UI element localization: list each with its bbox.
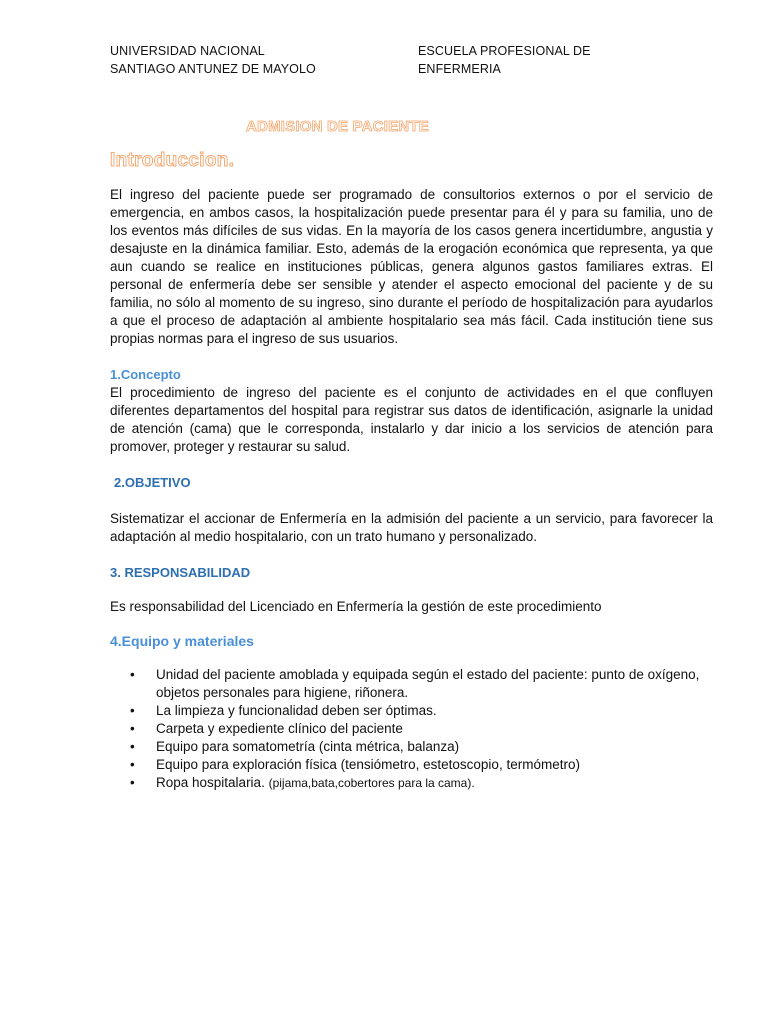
list-item-detail: (pijama,bata,cobertores para la cama). <box>268 776 475 790</box>
list-item-text: Unidad del paciente amoblada y equipada según el estado del paciente: punto de oxígeno, objetos personales para higiene, riñonera. <box>156 667 700 700</box>
bullet-icon: • <box>130 757 135 772</box>
school-name: ESCUELA PROFESIONAL DE ENFERMERIA <box>418 44 591 76</box>
list-item-text: Equipo para exploración física (tensiómetro, estetoscopio, termómetro) <box>156 757 580 772</box>
list-item <box>110 756 713 774</box>
equipment-list <box>110 666 713 792</box>
responsabilidad-heading: 3. RESPONSABILIDAD <box>110 565 251 580</box>
university-name-line2: SANTIAGO ANTUNEZ DE MAYOLO <box>110 62 316 76</box>
bullet-icon: • <box>130 703 135 718</box>
list-item <box>110 702 713 720</box>
list-item-text: La limpieza y funcionalidad deben ser óptimas. <box>156 703 437 718</box>
document-body <box>110 186 713 792</box>
list-item <box>110 774 713 792</box>
document-header <box>110 42 670 78</box>
list-item-text: Ropa hospitalaria. <box>156 775 269 790</box>
list-item-text: Carpeta y expediente clínico del paciente <box>156 721 403 736</box>
bullet-icon: • <box>130 775 135 790</box>
list-item <box>110 738 713 756</box>
document-title: ADMISION DE PACIENTE <box>246 118 429 135</box>
bullet-icon: • <box>130 667 135 682</box>
objetivo-heading: 2.OBJETIVO <box>114 475 191 490</box>
concepto-heading: 1.Concepto <box>110 367 181 382</box>
list-item-text: Equipo para somatometría (cinta métrica, balanza) <box>156 739 460 754</box>
list-item <box>110 720 713 738</box>
introduction-paragraph: El ingreso del paciente puede ser programado de consultorios externos o por el servicio de emergencia, en ambos casos, la hospitalización puede presentar para él y para su familia, uno de los eventos más difíciles de sus vidas. En la mayoría de los casos genera incertidumbre, angustia y desajuste en la dinámica familiar. Esto, además de la erogación económica que representa, ya que aun cuando se realice en instituciones públicas, genera algunos gastos familiares extras. El personal de enfermería debe ser sensible y atender el aspecto emocional del paciente y de su familia, no sólo al momento de su ingreso, sino durante el período de hospitalización para ayudarlos a que el proceso de adaptación al ambiente hospitalario sea más fácil. Cada institución tiene sus propias normas para el ingreso de sus usuarios. <box>110 187 713 346</box>
concepto-paragraph: El procedimiento de ingreso del paciente es el conjunto de actividades en el que confluyen diferentes departamentos del hospital para registrar sus datos de identificación, asignarle la unidad de atención (cama) que le corresponda, instalarlo y dar inicio a los servicios de atención para promover, proteger y restaurar su salud. <box>110 385 713 454</box>
objetivo-paragraph: Sistematizar el accionar de Enfermería en la admisión del paciente a un servicio, para favorecer la adaptación al medio hospitalario, con un trato humano y personalizado. <box>110 511 713 544</box>
list-item <box>110 666 713 702</box>
responsabilidad-paragraph: Es responsabilidad del Licenciado en Enfermería la gestión de este procedimiento <box>110 599 602 614</box>
bullet-icon: • <box>130 739 135 754</box>
introduction-heading: Introduccion. <box>110 150 235 171</box>
university-name-line1: UNIVERSIDAD NACIONAL <box>110 44 265 58</box>
bullet-icon: • <box>130 721 135 736</box>
equipo-heading: 4.Equipo y materiales <box>110 633 254 649</box>
